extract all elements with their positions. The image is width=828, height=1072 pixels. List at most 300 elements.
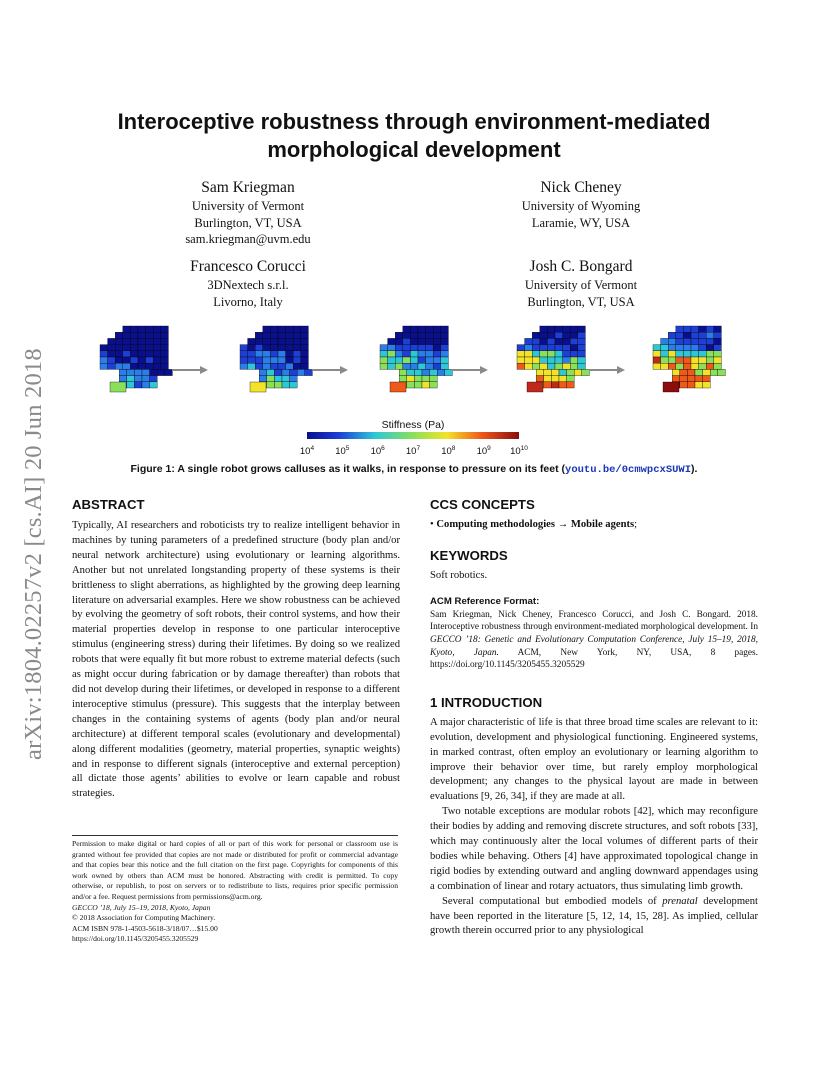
voxel [130, 332, 138, 338]
voxel [714, 332, 722, 338]
voxel [540, 332, 548, 338]
doi-line[interactable]: https://doi.org/10.1145/3205455.3205529 [72, 934, 199, 944]
voxel [278, 332, 286, 338]
author-block-4 [466, 257, 696, 310]
voxel [286, 357, 294, 363]
voxel [578, 326, 586, 332]
voxel [699, 351, 707, 357]
voxel [555, 357, 563, 363]
voxel [551, 382, 559, 388]
voxel [574, 369, 582, 375]
voxel [676, 345, 684, 351]
voxel [426, 363, 434, 369]
voxel [426, 338, 434, 344]
voxel [146, 338, 154, 344]
voxel [570, 363, 578, 369]
voxel [293, 326, 301, 332]
voxel [547, 357, 555, 363]
voxel [380, 357, 388, 363]
voxel [286, 326, 294, 332]
voxel [714, 345, 722, 351]
voxel [123, 338, 131, 344]
voxel [153, 338, 161, 344]
voxel [123, 363, 131, 369]
voxel [532, 351, 540, 357]
author-name: Josh C. Bongard [529, 258, 633, 275]
voxel [278, 357, 286, 363]
voxel [255, 357, 263, 363]
intro-p3-a: Several computational but embodied models of [442, 895, 663, 907]
robot-stage-1 [100, 326, 172, 392]
robot-stage-2 [240, 326, 312, 392]
voxel [433, 345, 441, 351]
voxel [388, 357, 396, 363]
intro-paragraph-1: A major characteristic of life is that three broad time scales are relevant to it: evolution, development and physiological functioning. Engineered systems, in marked contrast, often employ an evolutionary or learning algorithm to improve their behavior over time, but rarely employ morphological development; any changes to the physical layout are made in between evaluations [9, 26, 34], if they are made at all. [430, 716, 758, 803]
author-block-3 [133, 257, 363, 310]
voxel [540, 357, 548, 363]
voxel [263, 345, 271, 351]
voxel [418, 363, 426, 369]
voxel [263, 326, 271, 332]
author-affiliation: 3DNextech s.r.l. [207, 278, 289, 292]
voxel [108, 357, 116, 363]
voxel [559, 382, 567, 388]
voxel [699, 332, 707, 338]
voxel [683, 332, 691, 338]
voxel [418, 338, 426, 344]
voxel [286, 345, 294, 351]
voxel [532, 332, 540, 338]
voxel [544, 382, 552, 388]
voxel [706, 351, 714, 357]
abstract-heading: ABSTRACT [72, 497, 145, 512]
caption-link[interactable]: youtu.be/0cmwpcxSUWI [565, 464, 692, 476]
voxel [661, 357, 669, 363]
voxel [301, 345, 309, 351]
colorbar-tick-label: $10^4$ [299, 445, 315, 457]
voxel [570, 357, 578, 363]
author-name: Francesco Corucci [190, 258, 306, 275]
voxel [297, 369, 305, 375]
voxel [441, 345, 449, 351]
voxel [270, 351, 278, 357]
voxel [130, 357, 138, 363]
voxel [714, 338, 722, 344]
voxel [410, 345, 418, 351]
voxel [127, 376, 135, 382]
robot-stages [100, 326, 725, 392]
voxel [270, 332, 278, 338]
voxel [653, 363, 661, 369]
voxel [115, 357, 123, 363]
title-line-1: Interoceptive robustness through environment-mediated [117, 109, 711, 134]
voxel [138, 363, 146, 369]
voxel [706, 357, 714, 363]
robot-foot [110, 382, 126, 392]
voxel [668, 345, 676, 351]
voxel [433, 363, 441, 369]
caption-text: Figure 1: A single robot grows calluses as it walks, in response to pressure on its feet ( [130, 463, 566, 475]
voxel [418, 326, 426, 332]
voxel [286, 363, 294, 369]
voxel [414, 376, 422, 382]
voxel [274, 376, 282, 382]
voxel [517, 351, 525, 357]
voxel [150, 382, 158, 388]
voxel [418, 351, 426, 357]
voxel [146, 345, 154, 351]
voxel [567, 376, 575, 382]
voxel [282, 369, 290, 375]
voxel [544, 369, 552, 375]
colorbar-tick-label: $10^6$ [370, 445, 385, 457]
voxel [437, 369, 445, 375]
voxel [270, 345, 278, 351]
voxel [293, 357, 301, 363]
voxel [388, 338, 396, 344]
acm-ref-venue: GECCO ’18: Genetic and Evolutionary Computation Conference, July 15–19, 2018, Kyoto, Japan. [430, 635, 758, 658]
voxel [267, 369, 275, 375]
keywords-heading: KEYWORDS [430, 547, 508, 563]
voxel [157, 369, 165, 375]
voxel [410, 357, 418, 363]
voxel [293, 345, 301, 351]
voxel [570, 345, 578, 351]
intro-heading: 1 INTRODUCTION [430, 694, 543, 710]
voxel [263, 357, 271, 363]
voxel [388, 345, 396, 351]
voxel [532, 338, 540, 344]
voxel [146, 351, 154, 357]
voxel [536, 376, 544, 382]
voxel [255, 351, 263, 357]
voxel [108, 363, 116, 369]
voxel [661, 351, 669, 357]
voxel [676, 351, 684, 357]
figure-robot-sequence [95, 318, 735, 458]
voxel [240, 345, 248, 351]
author-email[interactable]: sam.kriegman@uvm.edu [185, 232, 311, 246]
voxel [123, 345, 131, 351]
voxel [414, 382, 422, 388]
voxel [282, 376, 290, 382]
voxel [683, 357, 691, 363]
voxel [410, 326, 418, 332]
voxel [100, 357, 108, 363]
voxel [270, 338, 278, 344]
author-location: Laramie, WY, USA [531, 215, 631, 230]
voxel [255, 338, 263, 344]
voxel [540, 363, 548, 369]
voxel [683, 363, 691, 369]
voxel [551, 369, 559, 375]
voxel [138, 326, 146, 332]
voxel [240, 363, 248, 369]
voxel [138, 357, 146, 363]
voxel [240, 357, 248, 363]
voxel [680, 369, 688, 375]
voxel [286, 338, 294, 344]
voxel [422, 376, 430, 382]
voxel [161, 363, 169, 369]
abstract-text: Typically, AI researchers and roboticists try to realize intelligent behavior in machines by tuning parameters of a predefined structure (body plan and/or neural network architecture) using evolutionary or learning algorithms. Another but not unrelated longstanding property of these systems is their brittleness to slight aberrations, as highlighted by the growing deep learning literature on adversarial examples. Here we show robustness can be achieved by evolving the geometry of soft robots, their control systems, and how their material properties develop in response to one particular interoceptive stimulus (engineering stress) during their lifetimes. By doing so we realized robots that were equally fit but more robust to extreme material defects (such as might occur during fabrication or by damage thereafter) than robots that did not develop during their lifetimes, or developed in response to a different interoceptive stimulus (pressure). This suggests that the interplay between changes in the containing systems of agents (body plan and/or neural architecture) at different temporal scales (evolutionary and developmental) along different modalities (geometry, material properties, synaptic weights) and in response to different signals (interoceptive and external perception) all dictate those agents’ abilities to evolve or learn capable and robust strategies. [72, 520, 400, 800]
voxel [290, 376, 298, 382]
voxel [123, 326, 131, 332]
voxel [422, 369, 430, 375]
voxel [403, 326, 411, 332]
voxel [582, 369, 590, 375]
intro-p3-b: development have been reported in the literature [5, 12, 14, 15, 28]. As implied, cellular growth therein occurred prior to any physiological [430, 895, 759, 937]
voxel [418, 345, 426, 351]
voxel [395, 363, 403, 369]
voxel [555, 351, 563, 357]
voxel [263, 332, 271, 338]
voxel [278, 326, 286, 332]
voxel [150, 376, 158, 382]
voxel [653, 357, 661, 363]
voxel [445, 369, 453, 375]
voxel [426, 351, 434, 357]
author-block-2 [466, 178, 696, 231]
voxel [691, 332, 699, 338]
voxel [653, 345, 661, 351]
voxel [414, 369, 422, 375]
acm-ref-part2: ACM, New York, NY, USA, 8 pages. https://doi.org/10.1145/3205455.3205529 [430, 647, 758, 671]
author-affiliation: University of Wyoming [521, 199, 641, 213]
voxel [555, 338, 563, 344]
voxel [380, 351, 388, 357]
voxel [248, 363, 256, 369]
voxel [695, 369, 703, 375]
voxel [267, 376, 275, 382]
ccs-item: Computing methodologies → Mobile agents [436, 519, 635, 530]
voxel [301, 338, 309, 344]
voxel [578, 357, 586, 363]
voxel [388, 351, 396, 357]
voxel [290, 369, 298, 375]
voxel [551, 376, 559, 382]
voxel [123, 357, 131, 363]
colorbar-tick-label: $10^7$ [405, 445, 421, 457]
voxel [668, 357, 676, 363]
voxel [293, 363, 301, 369]
isbn-line: ACM ISBN 978-1-4503-5618-3/18/07…$15.00 [72, 923, 218, 933]
voxel [127, 369, 135, 375]
voxel [718, 369, 726, 375]
voxel [687, 376, 695, 382]
voxel [672, 369, 680, 375]
voxel [687, 382, 695, 388]
voxel [426, 326, 434, 332]
robot-stage-5 [653, 326, 725, 392]
voxel [441, 351, 449, 357]
robot-foot [390, 382, 406, 392]
voxel [119, 376, 127, 382]
voxel [441, 363, 449, 369]
voxel [691, 326, 699, 332]
voxel [410, 351, 418, 357]
colorbar-tick-label: $10^5$ [335, 445, 350, 457]
ccs-bullet: • [430, 519, 434, 530]
voxel [668, 351, 676, 357]
acm-reference-text [430, 609, 758, 672]
voxel [563, 332, 571, 338]
voxel [699, 363, 707, 369]
voxel [100, 345, 108, 351]
voxel [559, 376, 567, 382]
intro-paragraph-3 [430, 895, 758, 940]
voxel [146, 363, 154, 369]
voxel [418, 332, 426, 338]
footnote-rule [72, 835, 398, 836]
voxel [547, 332, 555, 338]
voxel [274, 382, 282, 388]
voxel [691, 363, 699, 369]
voxel [100, 351, 108, 357]
voxel [305, 369, 313, 375]
voxel [563, 357, 571, 363]
voxel [293, 338, 301, 344]
voxel [395, 345, 403, 351]
voxel [703, 369, 711, 375]
voxel [153, 332, 161, 338]
voxel [255, 363, 263, 369]
voxel [403, 357, 411, 363]
voxel [274, 369, 282, 375]
voxel [146, 332, 154, 338]
voxel [410, 338, 418, 344]
voxel [403, 345, 411, 351]
voxel [278, 338, 286, 344]
voxel [115, 351, 123, 357]
author-location: Livorno, Italy [213, 294, 283, 309]
voxel [395, 351, 403, 357]
voxel [540, 345, 548, 351]
voxel [138, 345, 146, 351]
voxel [290, 382, 298, 388]
robot-foot [527, 382, 543, 392]
voxel [714, 351, 722, 357]
copyright-line: © 2018 Association for Computing Machinery. [72, 913, 216, 923]
arrow-head [200, 366, 208, 374]
voxel [563, 338, 571, 344]
voxel [433, 332, 441, 338]
voxel [699, 338, 707, 344]
voxel [153, 326, 161, 332]
colorbar-label: Stiffness (Pa) [381, 419, 445, 431]
voxel [293, 332, 301, 338]
voxel [115, 345, 123, 351]
voxel [695, 382, 703, 388]
voxel [108, 345, 116, 351]
voxel [153, 357, 161, 363]
voxel [536, 369, 544, 375]
voxel [108, 338, 116, 344]
right-column [430, 496, 758, 939]
voxel [301, 332, 309, 338]
voxel [661, 338, 669, 344]
voxel [153, 363, 161, 369]
voxel [142, 376, 150, 382]
voxel [426, 345, 434, 351]
voxel [710, 369, 718, 375]
voxel [278, 363, 286, 369]
voxel [555, 345, 563, 351]
voxel [407, 382, 415, 388]
voxel [525, 351, 533, 357]
voxel [259, 376, 267, 382]
voxel [395, 332, 403, 338]
voxel [130, 338, 138, 344]
voxel [441, 326, 449, 332]
colorbar-tick-label: $10^{10}$ [510, 445, 528, 457]
voxel [150, 369, 158, 375]
left-column [72, 496, 400, 802]
voxel [433, 351, 441, 357]
voxel [130, 345, 138, 351]
voxel [138, 338, 146, 344]
voxel [108, 351, 116, 357]
voxel [668, 338, 676, 344]
voxel [403, 338, 411, 344]
voxel [430, 376, 438, 382]
voxel [578, 345, 586, 351]
arrow-head [617, 366, 625, 374]
voxel [532, 357, 540, 363]
paper-title [80, 108, 748, 164]
robot-stage-4 [517, 326, 589, 392]
voxel [422, 382, 430, 388]
arrow-head [480, 366, 488, 374]
colorbar [307, 432, 519, 439]
voxel [388, 363, 396, 369]
voxel [146, 357, 154, 363]
voxel [672, 376, 680, 382]
voxel [161, 338, 169, 344]
voxel [653, 351, 661, 357]
voxel [153, 345, 161, 351]
voxel [248, 351, 256, 357]
voxel [680, 376, 688, 382]
voxel [270, 363, 278, 369]
voxel [430, 369, 438, 375]
voxel [691, 338, 699, 344]
voxel [399, 376, 407, 382]
voxel [441, 332, 449, 338]
voxel [259, 369, 267, 375]
voxel [547, 326, 555, 332]
voxel [248, 338, 256, 344]
voxel [403, 332, 411, 338]
voxel [410, 332, 418, 338]
voxel [699, 326, 707, 332]
voxel [263, 351, 271, 357]
voxel [532, 363, 540, 369]
voxel [161, 326, 169, 332]
voxel [146, 326, 154, 332]
author-name: Sam Kriegman [201, 179, 295, 196]
voxel [433, 338, 441, 344]
author-name: Nick Cheney [540, 179, 622, 196]
voxel [680, 382, 688, 388]
voxel [563, 326, 571, 332]
voxel [544, 376, 552, 382]
voxel [293, 351, 301, 357]
voxel [267, 382, 275, 388]
voxel [706, 332, 714, 338]
voxel [676, 357, 684, 363]
voxel [714, 363, 722, 369]
